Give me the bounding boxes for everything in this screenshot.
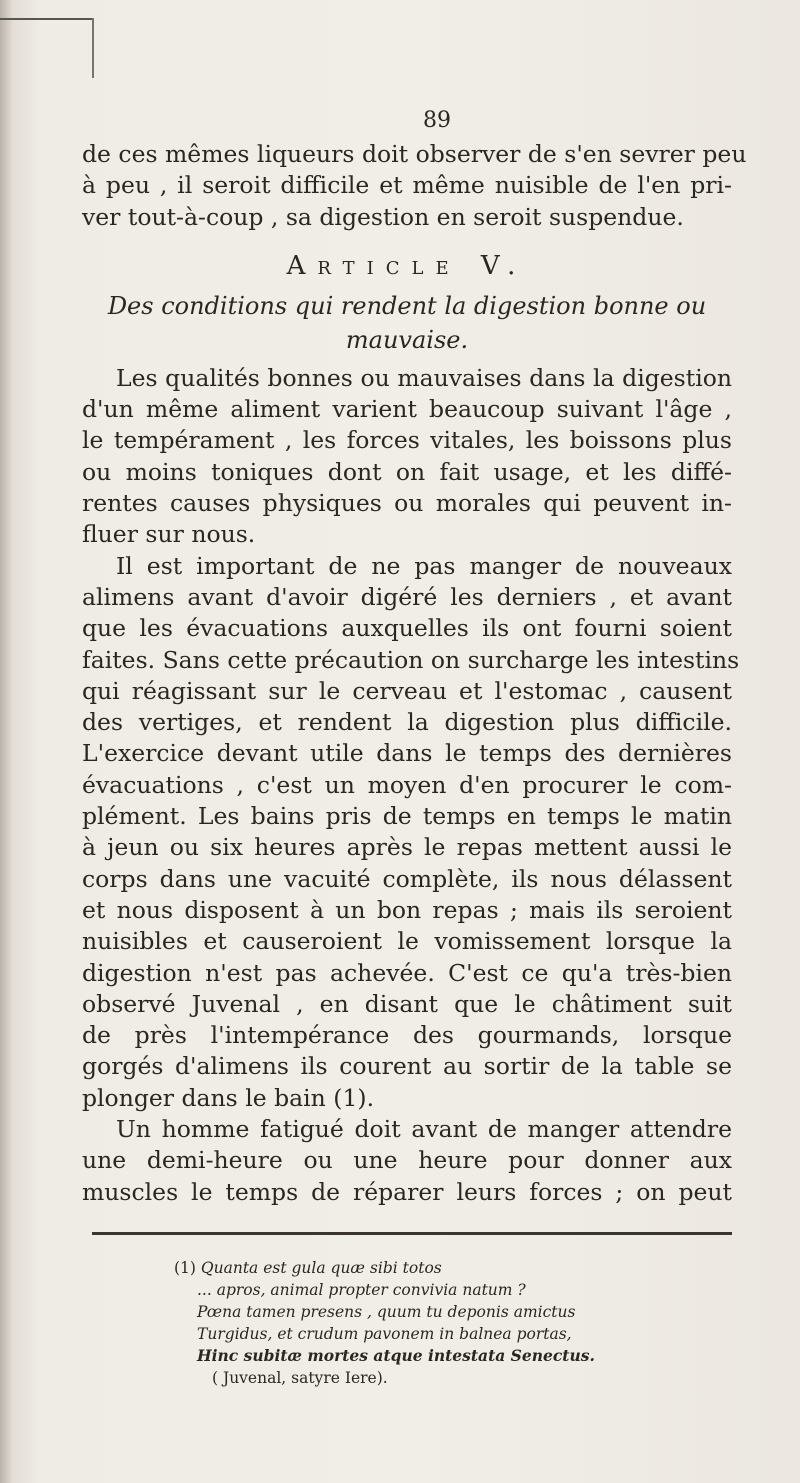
text-line: corps dans une vacuité complète, ils nous délassent — [82, 864, 732, 893]
text-line: nuisibles et causeroient le vomissement lorsque la — [82, 927, 732, 956]
footnote-line — [82, 1257, 732, 1279]
footnote — [82, 1257, 732, 1389]
text-line: de ces mêmes liqueurs doit observer de s'en sevrer peu — [82, 140, 747, 168]
footnote-verse: Quanta est gula quæ sibi totos — [200, 1258, 442, 1277]
text-line: qui réagissant sur le cerveau et l'estomac , causent — [82, 676, 732, 705]
text-line: observé Juvenal , en disant que le châtiment suit — [82, 989, 732, 1018]
article-heading: Article V. — [286, 250, 528, 281]
paragraph-2 — [82, 551, 740, 1114]
text-line: digestion n'est pas achevée. C'est ce qu'a très-bien — [82, 958, 732, 987]
opening-lines — [82, 139, 747, 233]
paragraph-1 — [82, 363, 732, 551]
text-line: que les évacuations auxquelles ils ont fourni soient — [82, 614, 732, 643]
text-line: Un homme fatigué doit avant de manger attendre — [116, 1115, 732, 1144]
text-line: plonger dans le bain (1). — [82, 1083, 375, 1112]
text-line: faites. Sans cette précaution on surcharge les intestins — [82, 645, 740, 674]
footnote-line: Pœna tamen presens , quum tu deponis amictus — [197, 1302, 576, 1321]
text-line: de près l'intempérance des gourmands, lorsque — [82, 1021, 732, 1050]
text-line: ou moins toniques dont on fait usage, et les diffé- — [82, 457, 732, 486]
text-line: muscles le temps de réparer leurs forces ; on peut — [82, 1177, 732, 1206]
text-line: le tempérament , les forces vitales, les boissons plus — [82, 426, 732, 455]
text-line: fluer sur nous. — [82, 520, 256, 549]
footnote-divider — [92, 1232, 732, 1235]
text-line: Les qualités bonnes ou mauvaises dans la digestion — [116, 363, 732, 392]
article-title-line: Des conditions qui rendent la digestion bonne ou — [107, 291, 707, 320]
footnote-line: Turgidus, et crudum pavonem in balnea portas, — [197, 1324, 572, 1343]
text-block — [82, 108, 747, 1389]
text-line: et nous disposent à un bon repas ; mais ils seroient — [82, 895, 732, 924]
text-line: alimens avant d'avoir digéré les derniers , et avant — [82, 582, 732, 611]
text-line: rentes causes physiques ou morales qui peuvent in- — [82, 489, 732, 518]
text-line: Il est important de ne pas manger de nouveaux — [116, 551, 732, 580]
text-line: plément. Les bains pris de temps en temps le matin — [82, 802, 732, 831]
corner-rule-vertical — [92, 18, 94, 78]
paragraph-3 — [82, 1114, 732, 1208]
footnote-marker: (1) — [174, 1258, 196, 1277]
article-title-line: mauvaise. — [345, 325, 469, 354]
corner-rule-horizontal — [0, 18, 92, 20]
footnote-line: ... apros, animal propter convivia natum ? — [197, 1280, 526, 1299]
text-line: à peu , il seroit difficile et même nuisible de l'en pri- — [82, 171, 732, 200]
text-line: L'exercice devant utile dans le temps des dernières — [82, 739, 732, 768]
text-line: à jeun ou six heures après le repas mettent aussi le — [82, 833, 732, 862]
page-binding-shadow — [0, 0, 14, 1483]
text-line: des vertiges, et rendent la digestion plus difficile. — [82, 708, 732, 737]
text-line: d'un même aliment varient beaucoup suivant l'âge , — [82, 395, 732, 424]
footnote-line: Hinc subitæ mortes atque intestata Senectus. — [197, 1345, 595, 1365]
page-number: 89 — [423, 108, 451, 133]
text-line: ver tout-à-coup , sa digestion en seroit suspendue. — [82, 202, 684, 231]
text-line: une demi-heure ou une heure pour donner aux — [82, 1146, 732, 1175]
text-line: évacuations , c'est un moyen d'en procurer le com- — [82, 770, 732, 799]
text-line: gorgés d'alimens ils courent au sortir de la table se — [82, 1052, 732, 1081]
article-title — [82, 289, 732, 357]
footnote-citation: ( Juvenal, satyre Iere). — [212, 1368, 388, 1387]
